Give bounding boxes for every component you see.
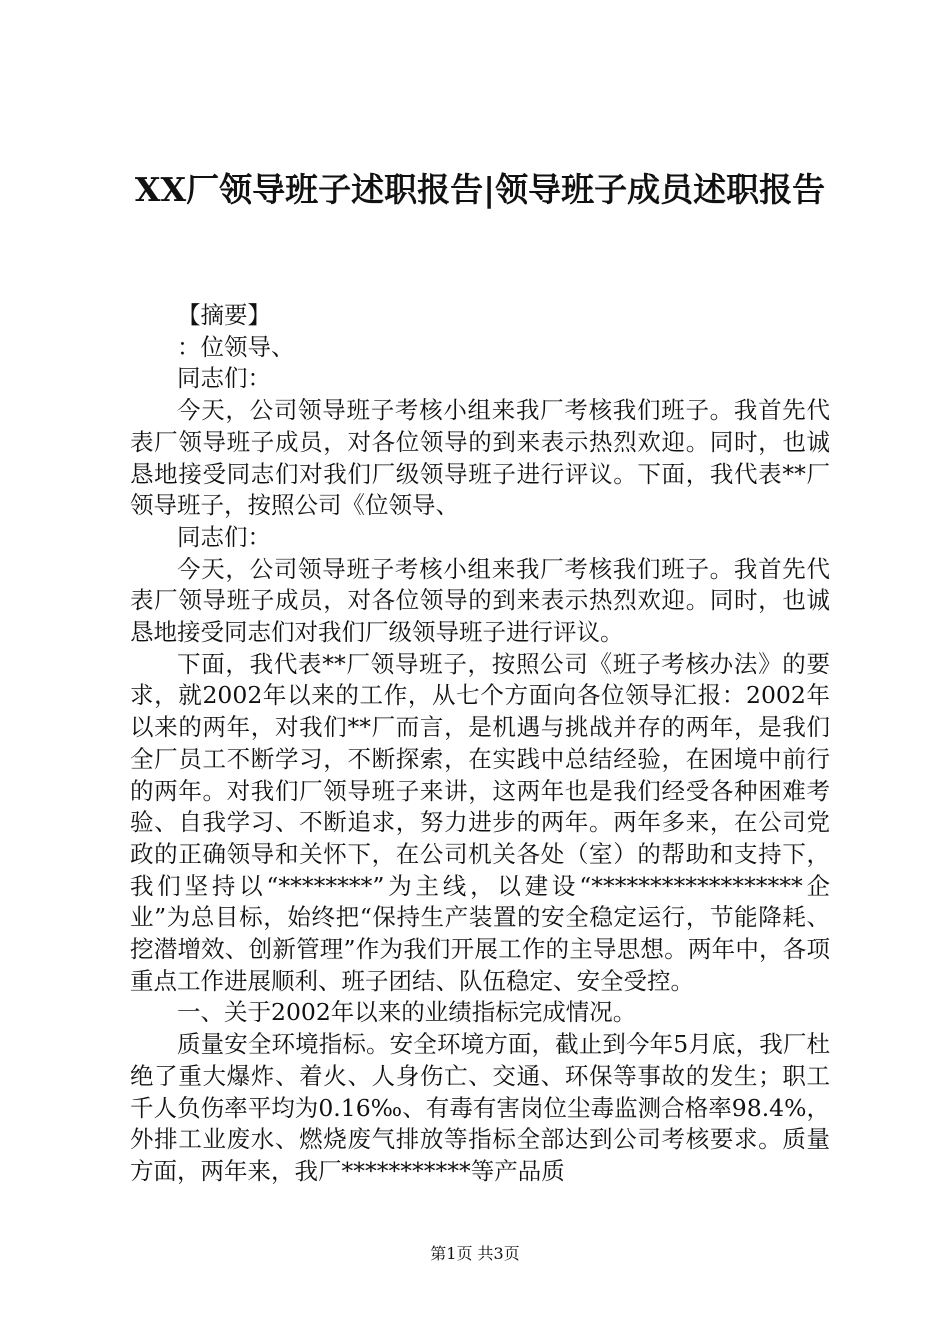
paragraph-intro: 今天，公司领导班子考核小组来我厂考核我们班子。我首先代表厂领导班子成员，对各位领导的到来表示热烈欢迎。同时，也诚恳地接受同志们对我们厂级领导班子进行评议。下面，我代表**厂领导班子，按照公司《位领导、 <box>130 396 830 520</box>
salutation-comrades-2: 同志们： <box>177 522 271 551</box>
abstract-heading: 【摘要】 <box>177 301 271 329</box>
document-title: XX厂领导班子述职报告|领导班子成员述职报告 <box>134 170 826 209</box>
paragraph-intro-2: 今天，公司领导班子考核小组来我厂考核我们班子。我首先代表厂领导班子成员，对各位领导的到来表示热烈欢迎。同时，也诚恳地接受同志们对我们厂级领导班子进行评议。 <box>130 554 830 647</box>
salutation-comrades: 同志们： <box>177 364 271 393</box>
page-footer: 第1页 共3页 <box>430 1244 520 1263</box>
section-heading-1: 一、关于2002年以来的业绩指标完成情况。 <box>177 998 637 1027</box>
salutation-line: ：位领导、 <box>177 332 295 361</box>
paragraph-report-overview: 下面，我代表**厂领导班子，按照公司《班子考核办法》的要求，就2002年以来的工作，从七个方面向各位领导汇报：2002年以来的两年，对我们**厂而言，是机遇与挑战并存的两年，是我们全厂员工不断学习，不断探索，在实践中总结经验，在困境中前行的两年。对我们厂领导班子来讲，这两年也是我们经受各种困难考验、自我学习、不断追求，努力进步的两年。两年多来，在公司党政的正确领导和关怀下，在公司机关各处（室）的帮助和支持下，我们坚持以“********”为主线，以建设“******************企业”为总目标，始终把“保持生产装置的安全稳定运行，节能降耗、挖潜增效、创新管理”作为我们开展工作的主导思想。两年中，各项重点工作进展顺利、班子团结、队伍稳定、安全受控。 <box>130 649 830 995</box>
document-body <box>130 300 830 1188</box>
paragraph-quality-safety: 质量安全环境指标。安全环境方面，截止到今年5月底，我厂杜绝了重大爆炸、着火、人身伤亡、交通、环保等事故的发生；职工千人负伤率平均为0.16‰、有毒有害岗位尘毒监测合格率98.4%，外排工业废水、燃烧废气排放等指标全部达到公司考核要求。质量方面，两年来，我厂***********等产品质 <box>130 1030 830 1185</box>
